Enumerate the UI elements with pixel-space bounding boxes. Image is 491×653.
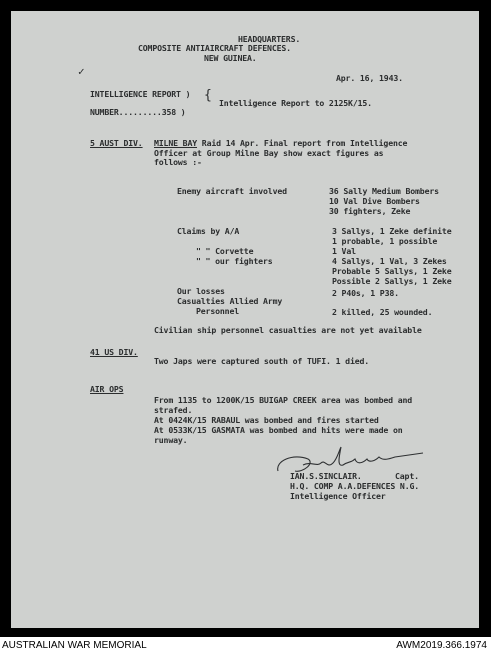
signatory-role: Intelligence Officer xyxy=(290,491,386,501)
claims-value-1: 3 Sallys, 1 Zeke definite xyxy=(332,226,452,236)
claims-value-2: 1 probable, 1 possible xyxy=(332,236,438,246)
losses-value: 2 P40s, 1 P38. xyxy=(332,288,399,298)
enemy-value-1: 36 Sally Medium Bombers xyxy=(329,186,439,196)
header-line-2: COMPOSITE ANTIAIRCRAFT DEFENCES. xyxy=(138,43,291,53)
enemy-value-2: 10 Val Dive Bombers xyxy=(329,196,420,206)
air-ops-line-5: runway. xyxy=(154,435,188,445)
header-line-3: NEW GUINEA. xyxy=(204,53,257,63)
civilian-casualties-note: Civilian ship personnel casualties are not yet available xyxy=(154,325,422,335)
document-page xyxy=(11,11,479,628)
casualties-value: 2 killed, 25 wounded. xyxy=(332,307,433,317)
signatory-unit: H.Q. COMP A.A.DEFENCES N.G. xyxy=(290,481,420,491)
header-line-1: HEADQUARTERS. xyxy=(238,34,301,44)
place-name-milne-bay: MILNE BAY xyxy=(154,138,198,148)
enemy-aircraft-label: Enemy aircraft involved xyxy=(177,186,287,196)
enemy-value-3: 30 fighters, Zeke xyxy=(329,206,411,216)
archive-footer xyxy=(0,637,491,653)
report-label: INTELLIGENCE REPORT ) xyxy=(90,89,191,99)
report-date: Apr. 16, 1943. xyxy=(336,73,403,83)
corvette-value: 1 Val xyxy=(332,246,356,256)
casualties-label-2: Personnel xyxy=(196,306,240,316)
brace-mark: { xyxy=(204,88,212,103)
intro-line-1-text: Raid 14 Apr. Final report from Intelligence xyxy=(197,138,408,148)
footer-institution: AUSTRALIAN WAR MEMORIAL xyxy=(2,640,147,651)
signatory-name: IAN.S.SINCLAIR. xyxy=(290,471,362,481)
section-heading-us-div: 41 US DIV. xyxy=(90,347,138,357)
footer-catalogue-number: AWM2019.366.1974 xyxy=(396,640,487,651)
casualties-label-1: Casualties Allied Army xyxy=(177,296,283,306)
losses-label: Our losses xyxy=(177,286,225,296)
intro-line-1 xyxy=(154,138,407,148)
report-title: Intelligence Report to 2125K/15. xyxy=(219,98,372,108)
us-div-text: Two Japs were captured south of TUFI. 1 died. xyxy=(154,356,370,366)
air-ops-line-2: strafed. xyxy=(154,405,193,415)
fighters-value-2: Probable 5 Sallys, 1 Zeke xyxy=(332,266,452,276)
report-number: NUMBER.........358 ) xyxy=(90,107,186,117)
fighters-value-3: Possible 2 Sallys, 1 Zeke xyxy=(332,276,452,286)
signatory-rank: Capt. xyxy=(395,471,419,481)
section-heading-aust-div: 5 AUST DIV. xyxy=(90,138,143,148)
fighters-value-1: 4 Sallys, 1 Val, 3 Zekes xyxy=(332,256,447,266)
fighters-label: " " our fighters xyxy=(196,256,273,266)
section-heading-air-ops: AIR OPS xyxy=(90,384,124,394)
intro-line-3: follows :- xyxy=(154,157,202,167)
intro-line-2: Officer at Group Milne Bay show exact figures as xyxy=(154,148,384,158)
corvette-label: " " Corvette xyxy=(196,246,254,256)
margin-tick-mark: ✓ xyxy=(78,65,85,78)
air-ops-line-3: At 0424K/15 RABAUL was bombed and fires started xyxy=(154,415,379,425)
claims-aa-label: Claims by A/A xyxy=(177,226,240,236)
air-ops-line-4: At 0533K/15 GASMATA was bombed and hits were made on xyxy=(154,425,403,435)
air-ops-line-1: From 1135 to 1200K/15 BUIGAP CREEK area was bombed and xyxy=(154,395,413,405)
